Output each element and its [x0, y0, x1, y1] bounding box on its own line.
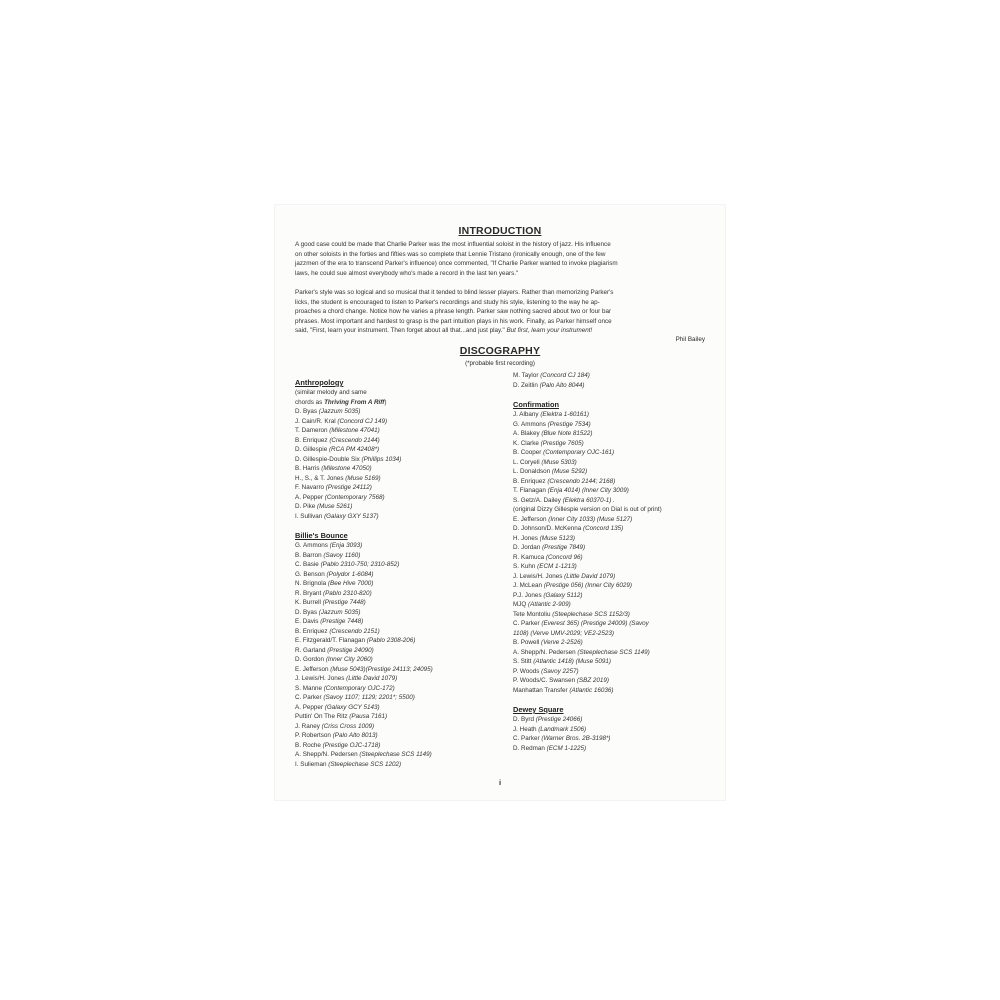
artist-name: P. Woods	[513, 667, 542, 675]
anthropology-list	[295, 407, 505, 521]
discography-entry	[295, 570, 505, 580]
label-catalog: (Crescendo 2144; 2168)	[547, 477, 616, 485]
artist-name: Puttin' On The Ritz	[295, 713, 350, 720]
label-catalog: (ECM 1-1213)	[537, 563, 577, 570]
label-catalog: (Galaxy GCY 5143)	[324, 703, 380, 711]
right-column	[513, 371, 718, 753]
discography-entry	[295, 579, 505, 589]
label-catalog: (Crescendo 2144)	[329, 436, 380, 444]
artist-name: S. Manne	[295, 684, 324, 692]
artist-name: (original Dizzy Gillespie version on Dial is out of print)	[513, 506, 662, 513]
text-line: A good case could be made that Charlie Parker was the most influential soloist in the history of jazz. His influence	[295, 241, 611, 248]
label-catalog: (Prestige 7849)	[542, 544, 586, 551]
label-catalog: (Steeplechase SCS 1202)	[328, 760, 402, 768]
label-catalog: (Galaxy 5112)	[543, 591, 583, 599]
artist-name: P. Robertson	[295, 732, 333, 739]
artist-name: T. Dameron	[295, 427, 330, 434]
discography-entry	[295, 731, 505, 741]
label-catalog: (Blue Note 81522)	[541, 430, 593, 437]
artist-name: D. Redman	[513, 744, 547, 752]
intro-paragraph-2	[295, 288, 705, 336]
label-catalog: (Concord 96)	[545, 553, 583, 561]
artist-name: P. Woods/C. Swansen	[513, 677, 577, 684]
discography-entry	[513, 467, 718, 477]
artist-name: I. Sullivan	[295, 512, 325, 520]
discography-entry	[513, 734, 718, 744]
artist-name: G. Ammons	[295, 542, 330, 549]
artist-name: M. Taylor	[513, 372, 541, 379]
text-line: on other soloists in the forties and fifties was so complete that Lennie Tristano (ironically enough, one of the few	[295, 250, 606, 258]
quote-text: said, "First, learn your instrument. Then forget about all that...and just play."	[295, 327, 507, 334]
artist-name: K. Burrell	[295, 599, 323, 606]
discography-entry	[295, 627, 505, 637]
artist-name: D. Gillespie	[295, 446, 329, 453]
discography-entry	[295, 760, 505, 770]
discography-entry	[513, 524, 718, 534]
label-catalog: (Polydor 1-6084)	[326, 570, 374, 578]
confirmation-list	[513, 410, 718, 695]
discography-entry	[295, 750, 505, 760]
artist-name: D. Gillespie-Double Six	[295, 455, 362, 463]
artist-name: F. Navarro	[295, 484, 326, 491]
label-catalog: (Concord CJ 149)	[337, 417, 388, 425]
discography-entry	[513, 667, 718, 677]
label-catalog: (Little David 1079)	[564, 572, 616, 580]
label-catalog: (Muse 5123)	[539, 534, 575, 542]
discography-entry	[513, 715, 718, 725]
artist-name: L. Donaldson	[513, 468, 552, 475]
discography-entry	[295, 712, 505, 722]
artist-name: L. Coryell	[513, 458, 542, 466]
emphasis-text: But first, learn your instrument!	[506, 327, 593, 334]
discography-entry	[513, 591, 718, 601]
label-catalog: (Palo Alto 8044)	[539, 381, 585, 389]
artist-name: D. Jordan	[513, 544, 543, 551]
artist-name: B. Cooper	[513, 449, 544, 456]
artist-name: R. Kamuca	[513, 553, 546, 561]
artist-name: J. McLean	[513, 582, 544, 589]
artist-name: MJQ	[513, 601, 529, 608]
discography-entry	[295, 589, 505, 599]
discography-entry	[513, 686, 718, 696]
discography-entry	[295, 617, 505, 627]
artist-name: E. Jefferson	[513, 515, 549, 523]
label-catalog: (Prestige 7605)	[540, 439, 584, 447]
label-catalog: (Inner City 1033) (Muse 5127)	[548, 515, 633, 523]
introduction-heading: INTRODUCTION	[458, 225, 542, 237]
artist-name: N. Brignola	[295, 580, 328, 587]
label-catalog: (Landmark 1506)	[538, 725, 587, 733]
discography-entry	[295, 436, 505, 446]
artist-name: G. Benson	[295, 570, 327, 578]
artist-name: B. Enriquez	[295, 436, 330, 444]
artist-name: G. Ammons	[513, 420, 548, 428]
dewey-square-list	[513, 715, 718, 753]
discography-entry	[295, 464, 505, 474]
label-catalog: (Prestige 7448)	[320, 618, 364, 625]
label-catalog: (Verve 2-2526)	[541, 639, 583, 646]
discography-entry	[295, 560, 505, 570]
label-catalog: (Contemporary OJC-172)	[323, 684, 395, 692]
label-catalog: (Warner Bros. 2B-3198*)	[541, 735, 611, 742]
discography-entry	[295, 474, 505, 484]
billies-bounce-list-continued	[513, 371, 718, 390]
label-catalog: (Concord 135)	[583, 525, 624, 532]
discography-entry	[295, 541, 505, 551]
label-catalog: (Steeplechase SCS 1149)	[359, 751, 432, 758]
label-catalog: (Milestone 47041)	[329, 427, 380, 434]
intro-paragraph-1	[295, 240, 705, 278]
artist-name: D. Byas	[295, 408, 319, 415]
text-line: jazzmen of the era to transcend Parker's influence) once commented, "If Charlie Parker wanted to invoke plagiarism	[295, 260, 618, 267]
document-page	[275, 205, 725, 800]
discography-entry	[295, 684, 505, 694]
label-catalog: (Bee Hive 7000)	[327, 580, 374, 587]
artist-name: Tete Montoliu	[513, 610, 553, 618]
artist-name: S. Stitt	[513, 658, 534, 665]
text-line: proaches a chord change. Notice how he varies a phrase length. Parker saw nothing sacred about two or four bar	[295, 308, 612, 315]
label-catalog: (Palo Alto 8013)	[332, 732, 378, 739]
discography-entry	[295, 483, 505, 493]
discography-entry	[513, 725, 718, 735]
tune-title: Thriving From A Riff	[324, 398, 385, 406]
artist-name: D. Johnson/D. McKenna	[513, 525, 584, 532]
label-catalog: (Little David 1079)	[346, 675, 398, 682]
artist-name: C. Parker	[513, 620, 542, 627]
label-catalog: (Phillips 1034)	[361, 455, 402, 463]
text-line: licks, the student is encouraged to listen to Parker's recordings and study his style, listening to the way he ap-	[295, 298, 600, 306]
text-line	[295, 326, 705, 336]
discography-entry	[513, 420, 718, 430]
discography-entry	[295, 655, 505, 665]
discography-entry	[295, 512, 505, 522]
label-catalog: 1108) (Verve UMV-2029; VE2-2523)	[513, 629, 614, 637]
artist-name: A. Shepp/N. Pedersen	[295, 751, 360, 758]
discography-entry	[295, 551, 505, 561]
discography-entry	[513, 458, 718, 468]
discography-entry	[513, 496, 718, 506]
label-catalog: (Enja 3093)	[329, 542, 363, 549]
discography-entry	[513, 371, 718, 381]
label-catalog: (Everest 365) (Prestige 24009) (Savoy	[541, 620, 649, 627]
artist-name: Manhattan Transfer	[513, 686, 570, 694]
artist-name: P.J. Jones	[513, 591, 544, 599]
artist-name: B. Powell	[513, 639, 541, 646]
discography-entry	[295, 608, 505, 618]
note-text: chords as	[295, 398, 325, 406]
discography-entry	[513, 581, 718, 591]
label-catalog: (Milestone 47050)	[321, 465, 372, 472]
artist-name: E. Jefferson	[295, 665, 331, 673]
label-catalog: (Muse 5261)	[317, 503, 353, 510]
discography-entry	[513, 543, 718, 553]
artist-name: B. Roche	[295, 741, 323, 749]
label-catalog: (Muse 5169)	[345, 474, 381, 482]
discography-entry	[513, 619, 718, 629]
artist-name: B. Barron	[295, 551, 324, 559]
artist-name: E. Fitzgerald/T. Flanagan	[295, 637, 367, 644]
label-catalog: (Prestige 7448)	[322, 599, 366, 606]
artist-name: D. Byrd	[513, 716, 536, 723]
artist-name: C. Basie	[295, 561, 321, 568]
artist-name: A. Pepper	[295, 703, 325, 711]
section-title-anthropology: Anthropology	[295, 378, 344, 387]
artist-name: I. Sulieman	[295, 760, 329, 768]
label-catalog: (Criss Cross 1009)	[321, 722, 375, 730]
label-catalog: (Pablo 2310-750; 2310-852)	[320, 561, 400, 568]
label-catalog: (Atlantic 1418) (Muse 5091)	[533, 658, 611, 665]
discography-entry	[513, 657, 718, 667]
section-note: (similar melody and same	[295, 389, 367, 396]
label-catalog: (Savoy 1107; 1129; 2201*; 5500)	[323, 694, 415, 701]
note-text: )	[384, 398, 387, 406]
discography-entry	[295, 741, 505, 751]
discography-entry	[513, 477, 718, 487]
artist-name: H. Jones	[513, 534, 540, 542]
label-catalog: (Contemporary 7568)	[324, 493, 385, 501]
discography-entry	[513, 439, 718, 449]
artist-name: J. Raney	[295, 722, 322, 730]
discography-entry	[295, 665, 505, 675]
discography-entry	[295, 674, 505, 684]
label-catalog: (Muse 5043)(Prestige 24113; 24095)	[330, 665, 433, 673]
discography-entry	[513, 553, 718, 563]
label-catalog: (Pablo 2308-206)	[366, 637, 416, 644]
section-title-confirmation: Confirmation	[513, 400, 559, 409]
label-catalog: (Savoy 2257)	[541, 667, 579, 675]
discography-entry	[513, 505, 718, 515]
discography-entry	[513, 381, 718, 391]
author-signature: Phil Bailey	[675, 336, 705, 343]
label-catalog: (Prestige 24112)	[325, 484, 372, 491]
discography-entry	[513, 744, 718, 754]
label-catalog: (SBZ 2019)	[576, 677, 610, 684]
discography-entry	[513, 572, 718, 582]
discography-entry	[295, 693, 505, 703]
discography-entry	[513, 410, 718, 420]
discography-note: (*probable first recording)	[465, 360, 535, 367]
discography-entry	[513, 448, 718, 458]
label-catalog: (Inner City 2060)	[325, 656, 373, 663]
label-catalog: (Contemporary OJC-161)	[543, 449, 615, 456]
discography-entry	[513, 610, 718, 620]
artist-name: H., S., & T. Jones	[295, 474, 346, 482]
page-number: i	[498, 778, 502, 787]
discography-entry	[513, 676, 718, 686]
label-catalog: (Prestige 7534)	[547, 420, 591, 428]
section-note	[295, 398, 505, 408]
artist-name: J. Lewis/H. Jones	[513, 572, 565, 580]
discography-entry	[295, 455, 505, 465]
artist-name: C. Parker	[295, 694, 324, 701]
label-catalog: (Prestige 24066)	[535, 716, 583, 723]
discography-entry	[295, 502, 505, 512]
artist-name: R. Bryant	[295, 589, 323, 597]
label-catalog: (Muse 5292)	[551, 468, 588, 475]
artist-name: S. Getz/A. Dailey	[513, 496, 563, 504]
artist-name: K. Clarke	[513, 439, 541, 447]
artist-name: C. Parker	[513, 735, 542, 742]
discography-entry	[513, 486, 718, 496]
artist-name: J. Albany	[513, 411, 541, 418]
artist-name: A. Blakey	[513, 430, 542, 437]
artist-name: J. Lewis/H. Jones	[295, 675, 347, 682]
discography-entry	[513, 629, 718, 639]
section-title-dewey-square: Dewey Square	[513, 705, 564, 714]
discography-entry	[295, 445, 505, 455]
artist-name: J. Heath	[513, 725, 539, 733]
discography-entry	[295, 636, 505, 646]
text-line: laws, he could sue almost everybody who's made a record in the last ten years."	[295, 269, 519, 277]
label-catalog: (Crescendo 2151)	[329, 627, 380, 635]
section-title-billies-bounce: Billie's Bounce	[295, 531, 348, 540]
label-catalog: (ECM 1-1225)	[546, 744, 587, 752]
discography-entry	[295, 646, 505, 656]
artist-name: B. Harris	[295, 465, 322, 472]
discography-entry	[513, 534, 718, 544]
discography-entry	[513, 600, 718, 610]
artist-name: A. Shepp/N. Pedersen	[513, 648, 578, 656]
artist-name: D. Gordon	[295, 656, 326, 663]
label-catalog: (Prestige 24090)	[327, 646, 374, 654]
label-catalog: (Elektra 60370-1) .	[562, 496, 615, 504]
label-catalog: (Muse 5303)	[541, 458, 577, 466]
label-catalog: (Steeplechase SCS 1149)	[577, 648, 650, 656]
artist-name: J. Cain/R. Kral	[295, 417, 338, 425]
label-catalog: (Prestige 056) (Inner City 6029)	[543, 582, 633, 589]
label-catalog: (Jazzum 5035)	[318, 408, 361, 415]
label-catalog: (RCA PM 42408*)	[328, 446, 380, 453]
discography-entry	[295, 426, 505, 436]
discography-entry	[295, 493, 505, 503]
artist-name: D. Zeitlin	[513, 381, 540, 389]
artist-name: B. Enriquez	[513, 477, 548, 485]
label-catalog: (Jazzum 5035)	[318, 608, 361, 616]
discography-entry	[295, 598, 505, 608]
label-catalog: (Pablo 2310-820)	[323, 589, 372, 597]
left-column	[295, 378, 505, 769]
label-catalog: (Atlantic 16036)	[569, 686, 614, 694]
artist-name: S. Kuhn	[513, 563, 538, 570]
label-catalog: (Pausa 7161)	[349, 713, 388, 720]
text-line: Parker's style was so logical and so musical that it tended to blind lesser players. Rather than memorizing Parker's	[295, 289, 614, 296]
discography-entry	[513, 515, 718, 525]
artist-name: B. Enriquez	[295, 627, 330, 635]
artist-name: A. Pepper	[295, 493, 325, 501]
artist-name: D. Byas	[295, 608, 319, 616]
label-catalog: (Enja 4014) (Inner City 3009)	[547, 487, 629, 494]
discography-entry	[295, 417, 505, 427]
artist-name: D. Pike	[295, 503, 318, 510]
artist-name: T. Flanagan	[513, 487, 548, 494]
discography-entry	[295, 703, 505, 713]
billies-bounce-list	[295, 541, 505, 769]
discography-entry	[295, 407, 505, 417]
discography-entry	[513, 648, 718, 658]
discography-entry	[295, 722, 505, 732]
artist-name: E. Davis	[295, 618, 321, 625]
text-line: phrases. Most important and hardest to grasp is the part intuition plays in his work. Finally, as Parker himself once	[295, 317, 612, 325]
label-catalog: (Galaxy GXY 5137)	[324, 512, 379, 520]
label-catalog: (Concord CJ 184)	[540, 372, 590, 379]
discography-entry	[513, 638, 718, 648]
discography-heading: DISCOGRAPHY	[459, 345, 541, 357]
label-catalog: (Elektra 1-60161)	[540, 411, 589, 418]
discography-entry	[513, 429, 718, 439]
discography-entry	[513, 562, 718, 572]
artist-name: R. Garland	[295, 646, 328, 654]
label-catalog: (Atlantic 2-909)	[528, 601, 571, 608]
label-catalog: (Prestige OJC-1718)	[322, 741, 381, 749]
label-catalog: (Savoy 1160)	[323, 551, 361, 559]
label-catalog: (Steeplechase SCS 1152/3)	[552, 610, 630, 618]
